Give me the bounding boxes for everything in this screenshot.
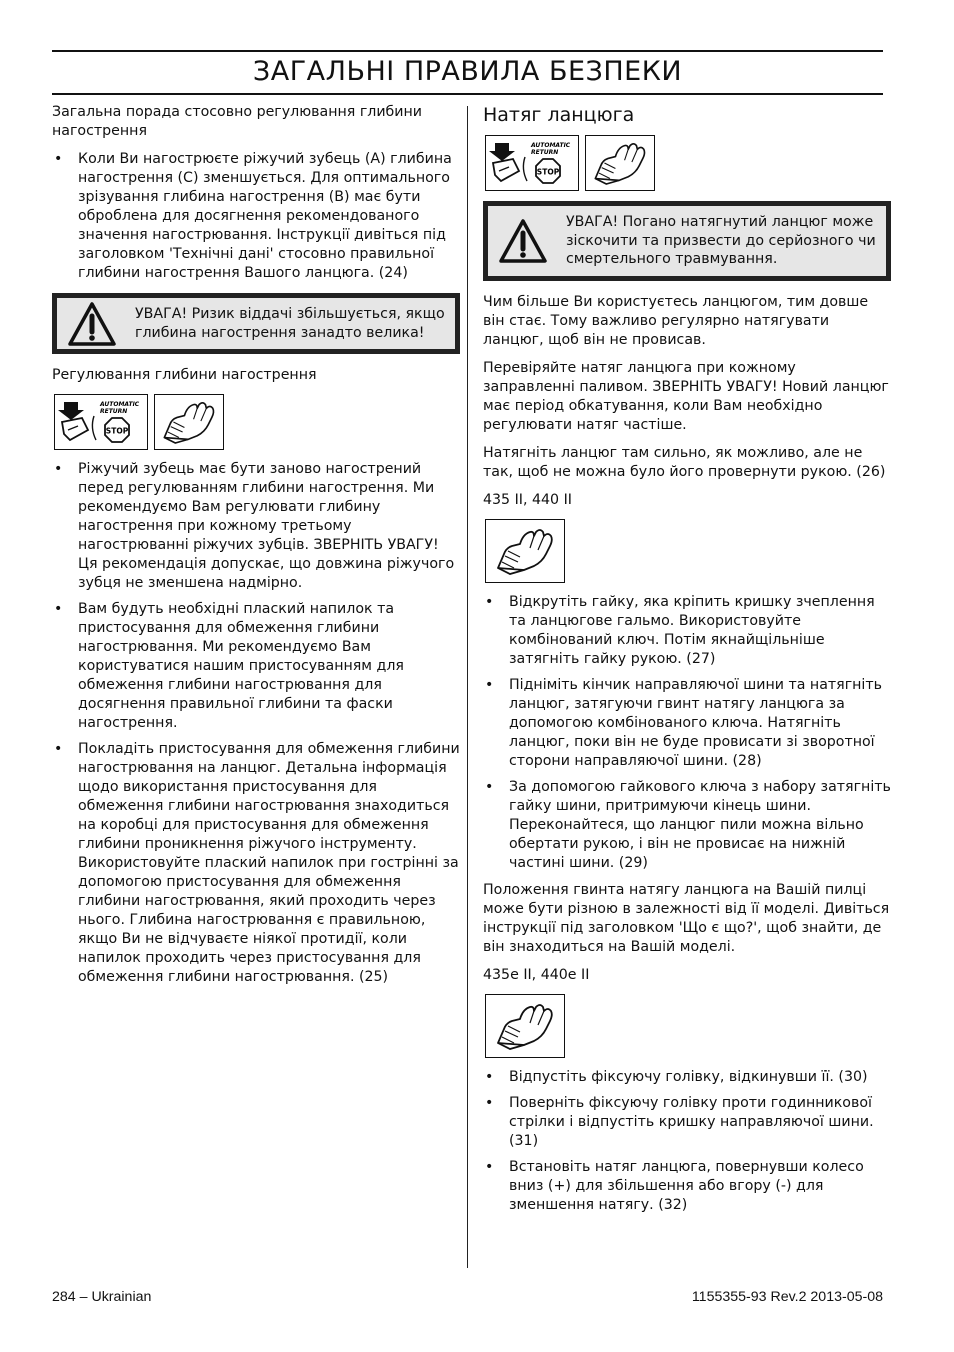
warning-icon: [488, 218, 558, 264]
list-item: • Покладіть пристосування для обмеження глибини нагострювання на ланцюг. Детальна інформація щодо використання пристосування для обмеження глибини нагострювання знаходиться на коробці для пристосування для обмеження глибини проникнення ріжучого інструменту. Використовуйте плаский напилок при гострінні за допомогою пристосування для обмеження глибини нагострювання, який проходить через нього. Глибина нагострювання є правильною, якщо Ви не відчуваєте ніякої протидії, коли напилок проходить через пристосування для обмеження глибини нагострювання. (25): [52, 740, 460, 987]
paragraph: Чим більше Ви користуєтесь ланцюгом, тим довше він стає. Тому важливо регулярно натягувати ланцюг, щоб він не провисав.: [483, 293, 869, 348]
glove-icon: [485, 519, 565, 583]
bullet-list: [52, 150, 460, 283]
automatic-label: AUTOMATIC: [531, 142, 571, 149]
automatic-return-stop-icon: [54, 394, 148, 450]
subheading: Регулювання глибини нагострення: [52, 367, 317, 383]
title-rule: [52, 93, 883, 95]
paragraph: Положення гвинта натягу ланцюга на Вашій пилці може бути різною в залежності від її моделі. Дивіться інструкції під заголовком 'Що є що?', щоб знайти, де він знаходиться на Вашій моделі.: [483, 881, 890, 955]
intro-text: Загальна порада стосовно регулювання глибини нагострення: [52, 104, 423, 139]
top-rule: [52, 50, 883, 52]
right-column: [483, 103, 891, 1223]
pictogram-row: [485, 135, 891, 191]
list-item: • Відкрутіть гайку, яка кріпить кришку зчеплення та ланцюгове гальмо. Використовуйте комбінований ключ. Потім якнайщільніше затягніть гайку рукою. (27): [483, 593, 891, 669]
bullet-list: [52, 460, 460, 987]
model-label: 435 II, 440 II: [483, 491, 572, 508]
warning-box: [52, 293, 460, 354]
stop-label: STOP: [105, 426, 129, 436]
list-item: • За допомогою гайкового ключа з набору затягніть гайку шини, притримуючи кінець шини. Переконайтеся, що ланцюг пили можна вільно обертати рукою, і він не провисає на нижній частині шини. (29): [483, 778, 891, 873]
automatic-label: AUTOMATIC: [100, 401, 140, 408]
list-item: • Ріжучий зубець має бути заново нагострений перед регулюванням глибини нагострення. Ми рекомендуємо Вам регулювати глибину нагострення при кожному третьому нагострюванні ріжучих зубців. ЗВЕРНІТЬ УВАГУ! Ця рекомендація допускає, що довжина ріжучого зубця не зменшена надмірно.: [52, 460, 460, 593]
document-id: 1155355-93 Rev.2 2013-05-08: [691, 1289, 883, 1305]
warning-text: УВАГА! Погано натягнутий ланцюг може зіскочити та призвести до серйозного чи смертельного травмування.: [566, 214, 876, 267]
warning-text: УВАГА! Ризик віддачі збільшується, якщо глибина нагострення занадто велика!: [135, 306, 445, 341]
pictogram-row: [485, 519, 891, 583]
list-item: • Встановіть натяг ланцюга, повернувши колесо вниз (+) для збільшення або вгору (-) для зменшення натягу. (32): [483, 1158, 891, 1215]
list-item: • Вам будуть необхідні плаский напилок та пристосування для обмеження глибини нагострювання. Ми рекомендуємо Вам користуватися нашим пристосуванням для обмеження глибини нагострювання для досягнення правильної глибини та фаски нагострення.: [52, 600, 460, 733]
bullet-list: [483, 593, 891, 873]
list-item: • Коли Ви нагострюєте ріжучий зубець (A) глибина нагострення (C) зменшується. Для оптимального зрізування глибина нагострення (B) має бути оброблена для досягнення рекомендованого значення нагострювання. Інструкції дивіться під заголовком 'Технічні дані' стосовно правильної глибини нагострення Вашого ланцюга. (24): [52, 150, 460, 283]
glove-icon: [585, 135, 655, 191]
bullet-list: [483, 1068, 891, 1215]
paragraph: Натягніть ланцюг там сильно, як можливо, але не так, щоб не можна було його провернути рукою. (26): [483, 444, 886, 480]
warning-box: [483, 201, 891, 281]
pictogram-row: [54, 394, 460, 450]
automatic-return-stop-icon: [485, 135, 579, 191]
list-item: • Відпустіть фіксуючу голівку, відкинувши її. (30): [483, 1068, 891, 1087]
return-label: RETURN: [531, 149, 559, 156]
pictogram-row: [485, 994, 891, 1058]
left-column: [52, 103, 460, 995]
glove-icon: [485, 994, 565, 1058]
page-title: ЗАГАЛЬНІ ПРАВИЛА БЕЗПЕКИ: [252, 56, 683, 87]
return-label: RETURN: [100, 408, 128, 415]
list-item: • Поверніть фіксуючу голівку проти годинникової стрілки і відпустіть кришку направляючої шини. (31): [483, 1094, 891, 1151]
page-number: 284 – Ukrainian: [52, 1289, 152, 1305]
glove-icon: [154, 394, 224, 450]
column-divider: [467, 106, 468, 1268]
model-label: 435e II, 440e II: [483, 966, 590, 983]
section-heading: Натяг ланцюга: [483, 104, 635, 126]
warning-icon: [57, 301, 127, 347]
stop-label: STOP: [536, 167, 560, 177]
list-item: • Підніміть кінчик направляючої шини та натягніть ланцюг, затягуючи гвинт натягу ланцюга за допомогою комбінованого ключа. Натягніть ланцюг, поки він не буде провисати зі зворотної сторони направляючої шини. (28): [483, 676, 891, 771]
paragraph: Перевіряйте натяг ланцюга при кожному заправленні паливом. ЗВЕРНІТЬ УВАГУ! Новий ланцюг має період обкатування, коли Вам необхідно регулювати натяг частіше.: [483, 359, 889, 433]
